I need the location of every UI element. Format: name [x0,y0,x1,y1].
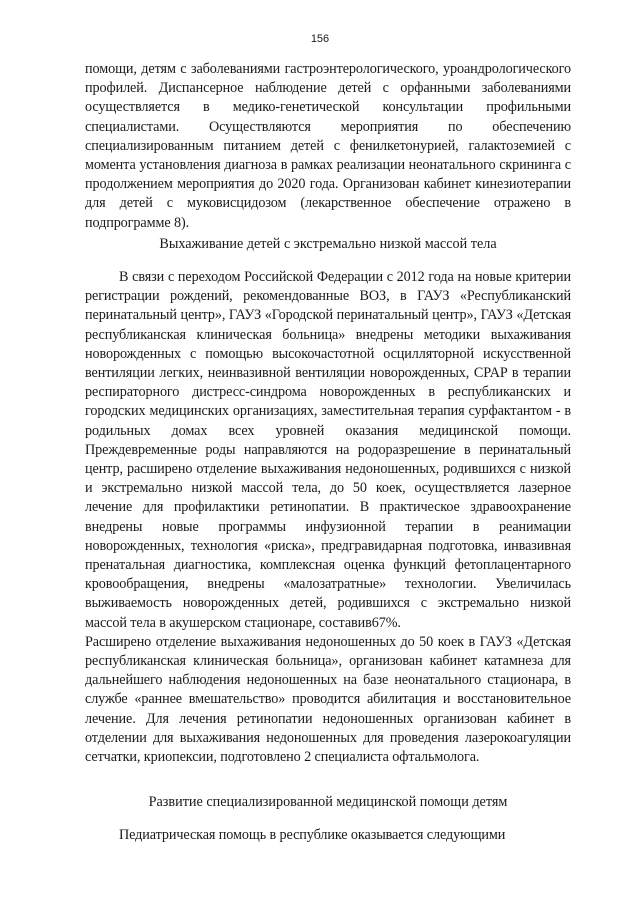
text-block-section-1 [85,268,571,767]
paragraph: Педиатрическая помощь в республике оказывается следующими [119,827,506,843]
paragraph: В связи с переходом Российской Федерации с 2012 года на новые критерии регистрации рождений, рекомендованные ВОЗ, в ГАУЗ «Республиканский перинатальный центр», ГАУЗ «Городской перинатальный центр», ГАУЗ «Детская республиканская клиническая больница» внедрены методики выхаживания новорожденных с помощью высокочастотной осцилляторной искусственной вентиляции легких, неинвазивной вентиляции новорожденных, CPAP в терапии респираторного дистресс-синдрома новорожденных в республиканских и городских медицинских организациях, заместительная терапия сурфактантом - в родильных домах всех уровней оказания медицинской помощи. Преждевременные роды направляются на родоразрешение в перинатальный центр, расширено отделение выхаживания недоношенных, родившихся с низкой и экстремально низкой массой тела, до 50 коек, осуществляется лазерное лечение для профилактики ретинопатии. В практическое здравоохранение внедрены новые программы инфузионной терапии в реанимации новорожденных, технология «риска», предгравидарная подготовка, инвазивная пренатальная диагностика, комплексная оценка функций фетоплацентарного кровообращения, внедрены «малозатратные» технологии. Увеличилась выживаемость новорожденных детей, родившихся с экстремально низкой массой тела в акушерском стационаре, составив67%. [85,269,571,631]
page-number: 156 [310,33,330,45]
section-heading: Выхаживание детей с экстремально низкой массой тела [159,236,497,252]
text-block-section-2 [85,826,571,845]
paragraph: Расширено отделение выхаживания недоношенных до 50 коек в ГАУЗ «Детская республиканская клиническая больница», организован кабинет катамнеза для дальнейшего наблюдения недоношенных на базе неонатального стационара, в службе «раннее вмешательство» проводится абилитация и восстановительное лечение. Для лечения ретинопатии недоношенных организован кабинет в отделении для выхаживания недоношенных для проведения лазерокоагуляции сетчатки, криопексии, подготовлено 2 специалиста офтальмолога. [85,633,571,766]
section-heading: Развитие специализированной медицинской помощи детям [148,794,508,810]
text-block-intro [85,60,571,233]
paragraph: помощи, детям с заболеваниями гастроэнтерологического, уроандрологического профилей. Диспансерное наблюдение детей с орфанными заболеваниями осуществляется в медико-генетической консультации профильными специалистами. Осуществляются мероприятия по обеспечению специализированным питанием детей с фенилкетонурией, галактоземией с момента установления диагноза в рамках реализации неонатального скрининга с продолжением мероприятия до 2020 года. Организован кабинет кинезиотерапии для детей с муковисцидозом (лекарственное обеспечение отражено в подпрограмме 8). [85,61,571,231]
